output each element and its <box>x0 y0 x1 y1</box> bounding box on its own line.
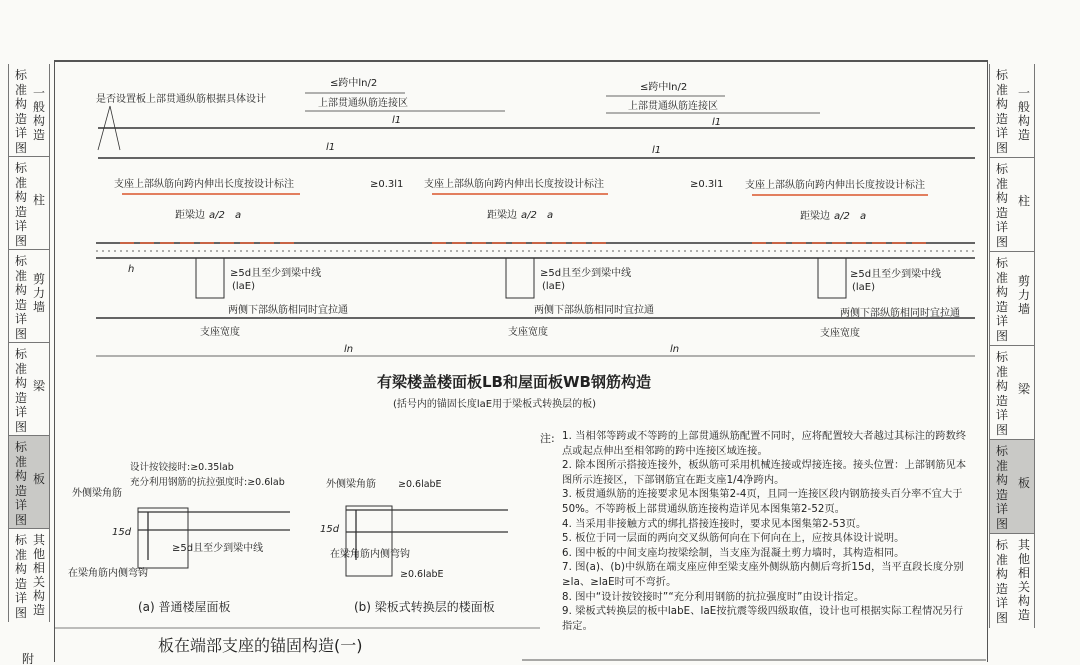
hook-length-label: 15d <box>320 524 340 535</box>
note-item: 1. 当相邻等跨或不等跨的上部贯通纵筋配置不同时，应将配置较大者越过其标注的跨数终点或起点伸出至相邻跨的跨中连接区域连接。 <box>562 431 967 457</box>
lae-label: (laE) <box>542 281 566 292</box>
l1-label: l1 <box>712 117 722 128</box>
tab-vertical-label: 标准构造详图 <box>15 68 28 155</box>
note-item: 8. 图中“设计按铰接时”“充分利用钢筋的抗拉强度时”由设计指定。 <box>562 591 865 603</box>
support-width-label: 支座宽度 <box>820 328 860 339</box>
anchorage-label: ≥5d且至少到梁中线 <box>230 268 322 279</box>
l1-label: l1 <box>392 115 402 126</box>
splice-zone-2: 上部贯通纵筋连接区 <box>628 101 718 112</box>
hook-length-label: 15d <box>112 527 132 538</box>
edge-distance-label: 距梁边 <box>800 211 830 222</box>
diagram-title: 有梁楼盖楼面板LB和屋面板WB钢筋构造 <box>377 373 651 391</box>
tab-vertical-label: 标准构造详图 <box>15 533 28 620</box>
l1-label: l1 <box>326 142 336 153</box>
support-width-label: 支座宽度 <box>200 327 240 338</box>
tab-vertical-label: 标准构造详图 <box>15 440 28 527</box>
tab-vertical-label: 标准构造详图 <box>996 444 1009 531</box>
bottom-bar-note: 两侧下部纵筋相同时宜拉通 <box>228 305 348 316</box>
outer-beam-bar-label: 外侧梁角筋 <box>326 479 376 490</box>
edge-distance-label: 距梁边 <box>175 210 205 221</box>
anchorage-label: ≥5d且至少到梁中线 <box>850 269 942 280</box>
a-label: a <box>547 210 554 221</box>
detail-a-caption: (a) 普通楼屋面板 <box>138 600 231 614</box>
beam-support <box>196 258 224 298</box>
tab-vertical-label: 标准构造详图 <box>15 347 28 434</box>
top-requirement: ≥0.6labE <box>398 479 442 490</box>
splice-zone-1: 上部贯通纵筋连接区 <box>318 98 408 109</box>
outer-beam-bar-label: 外侧梁角筋 <box>72 488 122 499</box>
beam-support <box>506 258 534 298</box>
tab-vertical-label: 标准构造详图 <box>996 68 1009 155</box>
tab-side-label: 板 <box>33 472 46 486</box>
anchorage-label: ≥5d且至少到梁中线 <box>172 543 264 554</box>
ln-label: ln <box>344 344 354 355</box>
diagram-subtitle: (括号内的锚固长度laE用于梁板式转换层的板) <box>393 399 597 410</box>
tab-vertical-label: 标准构造详图 <box>996 256 1009 343</box>
ln-label: ln <box>670 344 680 355</box>
tab-side-label: 其他相关构造 <box>33 533 46 617</box>
bottom-requirement: ≥0.6labE <box>400 569 444 580</box>
note-item: 6. 图中板的中间支座均按梁绘制，当支座为混凝土剪力墙时，其构造相同。 <box>562 547 905 559</box>
a-label: a <box>860 211 867 222</box>
bottom-bar-note: 两侧下部纵筋相同时宜拉通 <box>534 305 654 316</box>
tab-side-label: 剪力墙 <box>33 272 46 314</box>
beam-support <box>818 258 846 298</box>
hinge-requirement: 设计按铰接时:≥0.35lab <box>130 462 234 473</box>
min-length-label: ≥0.3l1 <box>690 179 724 190</box>
lae-label: (laE) <box>232 281 256 292</box>
a-half-label: a/2 <box>834 211 850 222</box>
tab-vertical-label: 标准构造详图 <box>996 538 1009 625</box>
notes-label: 注: <box>540 432 555 445</box>
tab-side-label: 其他相关构造 <box>1018 538 1031 622</box>
anchorage-section-title: 板在端部支座的锚固构造(一) <box>158 636 363 655</box>
detail-b-caption: (b) 梁板式转换层的楼面板 <box>354 600 495 614</box>
extension-note: 支座上部纵筋向跨内伸出长度按设计标注 <box>424 179 604 190</box>
tab-side-label: 板 <box>1018 476 1031 490</box>
a-half-label: a/2 <box>209 210 225 221</box>
note-item: 3. 板贯通纵筋的连接要求见本图集第2-4页，且同一连接区段内钢筋接头百分率不宜大于50%。不等跨板上部贯通纵筋连接构造详见本图集第2-52页。 <box>562 489 963 515</box>
span-label-1: ≤跨中ln/2 <box>330 78 378 89</box>
hook-position-label: 在梁角筋内侧弯钩 <box>330 549 410 560</box>
tab-vertical-label: 标准构造详图 <box>996 162 1009 249</box>
a-label: a <box>235 210 242 221</box>
extension-note: 支座上部纵筋向跨内伸出长度按设计标注 <box>114 179 294 190</box>
min-length-label: ≥0.3l1 <box>370 179 404 190</box>
support-width-label: 支座宽度 <box>508 327 548 338</box>
tab-vertical-label: 标准构造详图 <box>15 254 28 341</box>
tab-vertical-label: 标准构造详图 <box>15 161 28 248</box>
tab-vertical-label: 标准构造详图 <box>996 350 1009 437</box>
end-beam <box>346 506 392 576</box>
note-item: 4. 当采用非接触方式的绑扎搭接连接时，要求见本图集第2-53页。 <box>562 518 867 530</box>
top-note: 是否设置板上部贯通纵筋根据具体设计 <box>96 94 266 105</box>
a-half-label: a/2 <box>521 210 537 221</box>
tab-side-label: 剪力墙 <box>1018 274 1031 316</box>
note-item: 5. 板位于同一层面的两向交叉纵筋何向在下何向在上，应按具体设计说明。 <box>562 533 905 545</box>
hook-position-label: 在梁角筋内侧弯钩 <box>68 568 148 579</box>
strength-requirement: 充分利用钢筋的抗拉强度时:≥0.6lab <box>130 477 285 488</box>
extension-note: 支座上部纵筋向跨内伸出长度按设计标注 <box>745 180 925 191</box>
note-item: 2. 除本图所示搭接连接外，板纵筋可采用机械连接或焊接连接。接头位置：上部钢筋见本图所示连接区，下部钢筋宜在距支座1/4净跨内。 <box>562 460 967 486</box>
tab-side-label: 一般构造 <box>33 86 46 142</box>
tab-side-label: 柱 <box>33 193 46 207</box>
end-beam <box>138 508 188 568</box>
tab-side-label: 柱 <box>1018 194 1031 208</box>
span-label-2: ≤跨中ln/2 <box>640 82 688 93</box>
notes-list <box>562 430 972 634</box>
anchorage-label: ≥5d且至少到梁中线 <box>540 268 632 279</box>
note-item: 7. 图(a)、(b)中纵筋在端支座应伸至梁支座外侧纵筋内侧后弯折15d，当平直段长度分别≥la、≥laE时可不弯折。 <box>562 562 964 588</box>
tab-side-label: 梁 <box>1018 382 1031 396</box>
bottom-bar-note: 两侧下部纵筋相同时宜拉通 <box>840 308 960 319</box>
l1-label: l1 <box>652 145 662 156</box>
edge-distance-label: 距梁边 <box>487 210 517 221</box>
lae-label: (laE) <box>852 282 876 293</box>
page-fragment-label: 附 <box>22 652 35 666</box>
tab-side-label: 梁 <box>33 379 46 393</box>
tab-side-label: 一般构造 <box>1018 86 1031 142</box>
slab-thickness-label: h <box>128 264 135 275</box>
note-item: 9. 梁板式转换层的板中labE、laE按抗震等级四级取值，设计也可根据实际工程情况另行指定。 <box>562 606 964 632</box>
